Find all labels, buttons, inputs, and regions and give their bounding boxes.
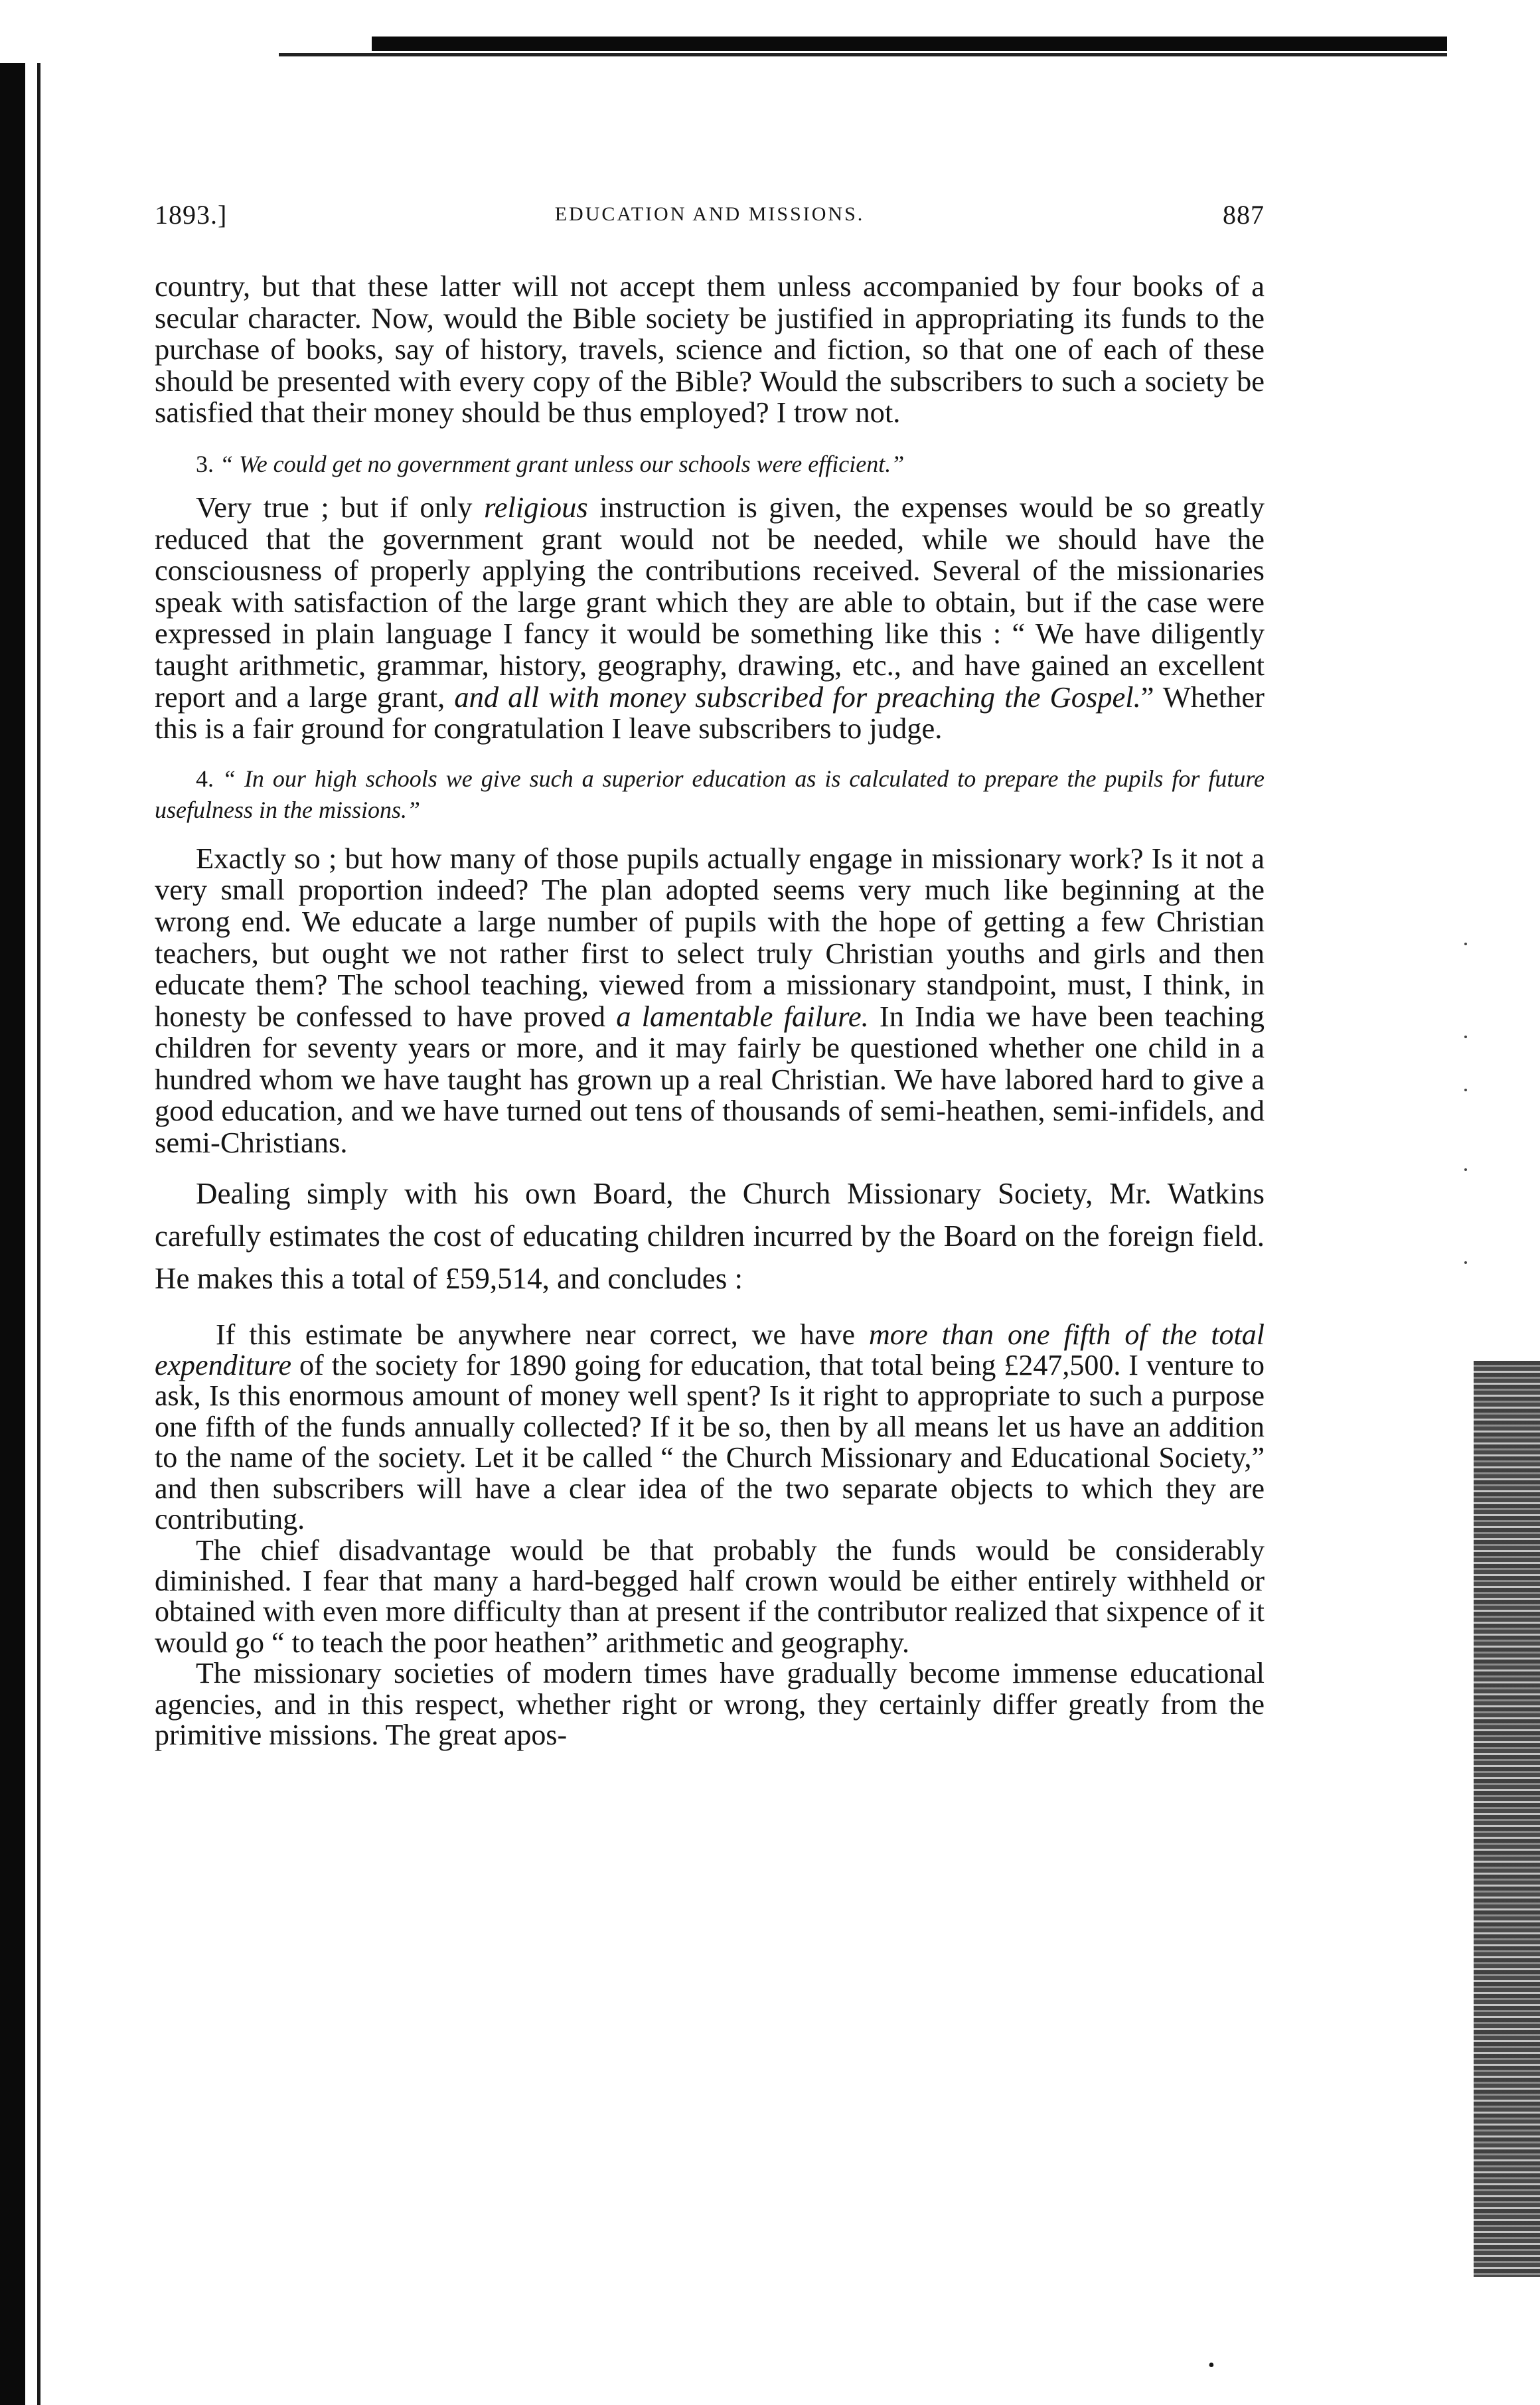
running-header	[155, 199, 1265, 239]
text-run: ” Whether this is a fair ground for congratulation I leave subscribers to judge.	[155, 680, 1265, 745]
scan-speck	[1464, 1036, 1467, 1038]
text-run: Very true ; but if only	[196, 490, 485, 524]
header-title: EDUCATION AND MISSIONS.	[554, 203, 865, 225]
quoted-paragraph: The chief disadvantage would be that probably the funds would be considerably diminished. I fear that many a hard-begged half crown would be either entirely withheld or obtained with even more difficulty than at present if the contributor realized that sixpence of it would go “ to teach the poor heathen” arithmetic and geography.	[155, 1533, 1265, 1659]
text-run: If this estimate be anywhere near correct, we have	[216, 1318, 870, 1351]
scan-speck	[1464, 1168, 1467, 1171]
heading-text: “ In our high schools we give such a superior education as is calculated to prepare the pupils for future usefulness in the missions.”	[155, 765, 1265, 823]
quoted-paragraph	[155, 1320, 1265, 1535]
emphasis: more than one fifth of the total expenditure	[155, 1318, 1265, 1382]
paragraph-exactly-so	[155, 843, 1265, 1159]
text-run: of the society for 1890 going for education, that total being £247,500. I venture to ask, Is this enormous amount of money well spent? Is it right to appropriate to such a purpose one fifth of the funds annually collected? If it be so, then by all means let us have an addition to the name of the society. Let it be called “ the Church Missionary and Educational Society,” and then subscribers will have a clear idea of the two separate objects to which they are contributing.	[155, 1349, 1265, 1536]
scan-speck	[1464, 943, 1467, 945]
scan-speck	[1464, 1261, 1467, 1264]
emphasis: a lamentable failure.	[616, 999, 869, 1033]
heading-number: 3.	[196, 450, 214, 477]
scan-edge-right	[1474, 1361, 1540, 2277]
emphasis: religious	[484, 490, 588, 524]
text-run: In India we have been teaching children for seventy years or more, and it may fairly be questioned whether one child in a hundred whom we have taught has grown up a real Christian. We have labored hard to give a good education, and we have turned out tens of thousands of semi-heathen, semi-infidels, and semi-Christians.	[155, 999, 1265, 1160]
header-year: 1893.]	[155, 200, 228, 230]
heading-number: 4.	[196, 765, 214, 792]
scan-border-top	[372, 37, 1447, 51]
text-run: Exactly so ; but how many of those pupils actually engage in missionary work? Is it not a very small proportion indeed? The plan adopted seems very much like beginning at the wrong end. We educate a large number of pupils with the hope of getting a few Christian teachers, but ought we not rather first to select truly Christian youths and girls and then educate them? The school teaching, viewed from a missionary standpoint, must, I think, in honesty be confessed to have proved	[155, 841, 1265, 1033]
scan-speck	[1464, 1089, 1467, 1091]
text-run: instruction is given, the expenses would be so greatly reduced that the government grant would not be needed, while we should have the consciousness of properly applying the contributions received. Several of the missionaries speak with satisfaction of the large grant which they are able to obtain, but if the case were expressed in plain language I fancy it would be something like this : “ We have diligently taught arithmetic, grammar, history, geography, drawing, etc., and have gained an excellent report and a large grant,	[155, 490, 1265, 714]
scan-line-top	[279, 53, 1447, 56]
paragraph-very-true	[155, 492, 1265, 745]
paragraph-continued: country, but that these latter will not accept them unless accompanied by four books of a secular character. Now, would the Bible society be justified in appropriating its funds to the purchase of books, say of history, travels, science and fiction, so that one of each of these should be presented with every copy of the Bible? Would the subscribers to such a society be satisfied that their money should be thus employed? I trow not.	[155, 270, 1265, 429]
quoted-paragraph: The missionary societies of modern times have gradually become immense educational agencies, and in this respect, whether right or wrong, they certainly differ greatly from the primitive missions. The great apos-	[155, 1657, 1265, 1751]
emphasis: and all with money subscribed for preaching the Gospel.	[454, 680, 1141, 714]
numbered-heading-4	[155, 763, 1265, 826]
heading-text: “ We could get no government grant unless our schools were efficient.”	[220, 450, 905, 477]
paragraph-dealing-simply: Dealing simply with his own Board, the Church Missionary Society, Mr. Watkins carefully estimates the cost of educating children incurred by the Board on the foreign field. He makes this a total of £59,514, and concludes :	[155, 1176, 1265, 1295]
page-number: 887	[1223, 200, 1265, 230]
page-body	[155, 271, 1265, 1750]
scan-line-left	[37, 63, 40, 2405]
scan-border-left	[0, 63, 25, 2405]
footer-mark: •	[1208, 2355, 1215, 2376]
numbered-heading-3	[155, 449, 1265, 480]
